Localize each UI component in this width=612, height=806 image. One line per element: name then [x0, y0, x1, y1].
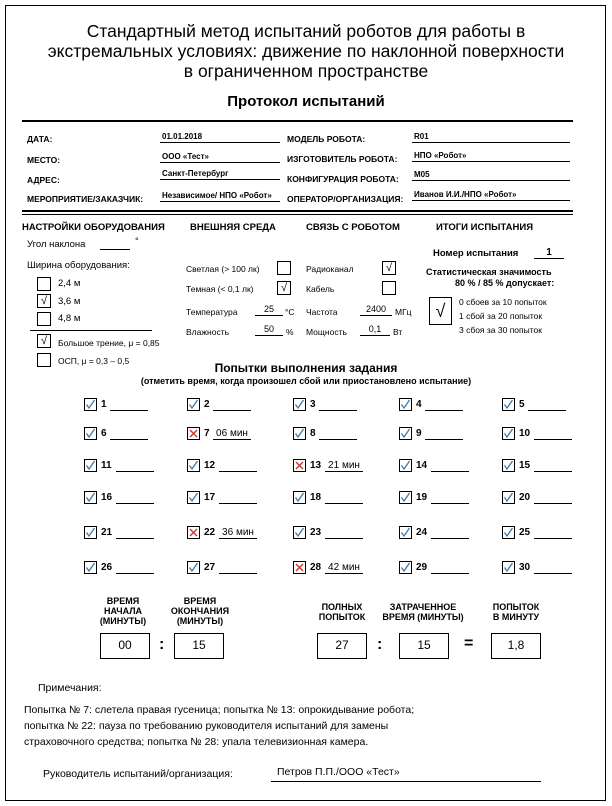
place-field[interactable]: ООО «Тест»: [160, 151, 280, 163]
attempt-21-time-field[interactable]: [116, 527, 154, 539]
check-mark-icon: [294, 428, 305, 439]
attempt-7-checkbox[interactable]: [187, 427, 200, 440]
spent-time-field[interactable]: 15: [399, 633, 449, 659]
model-field[interactable]: R01: [412, 131, 570, 143]
attempt-23-time-field[interactable]: [325, 527, 363, 539]
model-label: МОДЕЛЬ РОБОТА:: [287, 134, 366, 144]
time-colon: :: [159, 636, 165, 653]
attempt-14-checkbox[interactable]: [399, 459, 412, 472]
significance-option-2: 1 сбой за 20 попыток: [459, 311, 543, 321]
attempt-24-number: 24: [416, 527, 428, 538]
header-bottom-rule-2: [22, 214, 573, 215]
significance-line-1: Статистическая значимость: [426, 267, 552, 277]
start-time-field[interactable]: 00: [100, 633, 150, 659]
attempt-18-checkbox[interactable]: [293, 491, 306, 504]
radio-checkbox[interactable]: √: [382, 261, 396, 275]
check-mark-icon: [400, 460, 411, 471]
high-friction-checkbox[interactable]: √: [37, 334, 51, 348]
equipment-divider: [30, 330, 152, 331]
check-mark-icon: [503, 562, 514, 573]
notes-line-2: попытка № 22: пауза по требованию руководителя испытаний для замены: [24, 720, 389, 732]
humidity-field[interactable]: 50: [255, 324, 283, 336]
check-mark-icon: [400, 399, 411, 410]
maker-field[interactable]: НПО «Робот»: [412, 150, 570, 162]
significance-checkbox[interactable]: √: [429, 297, 452, 325]
attempt-16-checkbox[interactable]: [84, 491, 97, 504]
attempt-11-number: 11: [101, 460, 112, 471]
attempt-24-time-field[interactable]: [431, 527, 469, 539]
check-mark-icon: [85, 492, 96, 503]
width-label: Ширина оборудования:: [27, 260, 130, 271]
title-line-3: в ограниченном пространстве: [183, 61, 429, 81]
address-label: АДРЕС:: [27, 175, 60, 185]
attempt-4-checkbox[interactable]: [399, 398, 412, 411]
attempt-2-checkbox[interactable]: [187, 398, 200, 411]
attempt-19-number: 19: [416, 492, 428, 503]
attempt-17-number: 17: [204, 492, 216, 503]
attempt-29-number: 29: [416, 562, 428, 573]
header-top-rule: [22, 120, 573, 122]
osb-label: ОСП, μ = 0,3 – 0,5: [58, 356, 130, 366]
attempt-5-number: 5: [519, 399, 525, 410]
attempt-8-checkbox[interactable]: [293, 427, 306, 440]
check-mark-icon: [294, 492, 305, 503]
attempt-3-time-field[interactable]: [319, 399, 357, 411]
attempt-14-number: 14: [416, 460, 428, 471]
fail-cross-icon: [188, 527, 199, 538]
width-2-4-checkbox[interactable]: [37, 277, 51, 291]
light-checkbox[interactable]: [277, 261, 291, 275]
significance-line-2: 80 % / 85 % допускает:: [455, 278, 555, 288]
full-attempts-label: ПОЛНЫХ ПОПЫТОК: [318, 602, 366, 622]
attempt-25-number: 25: [519, 527, 531, 538]
signature-field[interactable]: Петров П.П./ООО «Тест»: [271, 766, 541, 782]
check-mark-icon: [400, 492, 411, 503]
check-mark-icon: [188, 562, 199, 573]
check-mark-icon: [85, 460, 96, 471]
check-mark-icon: [188, 460, 199, 471]
humidity-label: Влажность: [186, 327, 230, 337]
attempt-5-checkbox[interactable]: [502, 398, 515, 411]
results-heading: ИТОГИ ИСПЫТАНИЯ: [436, 222, 534, 233]
attempt-21-number: 21: [101, 527, 113, 538]
environment-heading: ВНЕШНЯЯ СРЕДА: [190, 222, 276, 233]
attempt-6-number: 6: [101, 428, 107, 439]
attempt-21-checkbox[interactable]: [84, 526, 97, 539]
maker-label: ИЗГОТОВИТЕЛЬ РОБОТА:: [287, 154, 398, 164]
dark-label: Темная (< 0,1 лк): [186, 284, 254, 294]
attempt-20-checkbox[interactable]: [502, 491, 515, 504]
fail-cross-icon: [188, 428, 199, 439]
attempt-28-number: 28: [310, 562, 322, 573]
angle-field[interactable]: [100, 238, 130, 250]
check-mark-icon: [294, 399, 305, 410]
humidity-unit: %: [286, 327, 294, 337]
notes-heading: Примечания:: [38, 682, 102, 694]
config-label: КОНФИГУРАЦИЯ РОБОТА:: [287, 174, 399, 184]
frequency-label: Частота: [306, 307, 338, 317]
light-label: Светлая (> 100 лк): [186, 264, 260, 274]
attempt-11-checkbox[interactable]: [84, 459, 97, 472]
rate-colon: :: [377, 636, 383, 653]
significance-option-1: 0 сбоев за 10 попыток: [459, 297, 547, 307]
operator-label: ОПЕРАТОР/ОРГАНИЗАЦИЯ:: [287, 194, 404, 204]
temperature-unit: °C: [285, 307, 295, 317]
attempt-27-checkbox[interactable]: [187, 561, 200, 574]
attempt-10-checkbox[interactable]: [502, 427, 515, 440]
attempt-6-time-field[interactable]: [110, 428, 148, 440]
check-mark-icon: [85, 428, 96, 439]
dark-checkbox[interactable]: √: [277, 281, 291, 295]
check-mark-icon: [85, 399, 96, 410]
fail-cross-icon: [294, 460, 305, 471]
width-3-6-checkbox[interactable]: √: [37, 294, 51, 308]
date-label: ДАТА:: [27, 134, 53, 144]
attempt-6-checkbox[interactable]: [84, 427, 97, 440]
attempt-24-checkbox[interactable]: [399, 526, 412, 539]
attempt-27-number: 27: [204, 562, 216, 573]
attempt-13-number: 13: [310, 460, 322, 471]
rate-field[interactable]: 1,8: [491, 633, 541, 659]
attempt-12-checkbox[interactable]: [187, 459, 200, 472]
notes-line-3: страховочного средства; попытка № 28: упала телевизионная камера.: [24, 736, 369, 748]
attempt-26-checkbox[interactable]: [84, 561, 97, 574]
attempt-4-number: 4: [416, 399, 422, 410]
power-label: Мощность: [306, 327, 347, 337]
test-number-field[interactable]: 1: [534, 247, 564, 259]
attempt-12-time-field[interactable]: [219, 460, 257, 472]
full-attempts-field[interactable]: 27: [317, 633, 367, 659]
attempt-30-number: 30: [519, 562, 531, 573]
equipment-heading: НАСТРОЙКИ ОБОРУДОВАНИЯ: [22, 222, 165, 233]
date-field[interactable]: 01.01.2018: [160, 131, 280, 143]
attempt-16-number: 16: [101, 492, 113, 503]
rate-label: ПОПЫТОК В МИНУТУ: [492, 602, 540, 622]
attempt-28-time-field[interactable]: 42 мин: [325, 562, 363, 574]
cable-checkbox[interactable]: [382, 281, 396, 295]
attempt-2-number: 2: [204, 399, 210, 410]
width-4-8-checkbox[interactable]: [37, 312, 51, 326]
check-mark-icon: [85, 527, 96, 538]
attempt-20-time-field[interactable]: [534, 492, 572, 504]
attempt-19-checkbox[interactable]: [399, 491, 412, 504]
power-field[interactable]: 0,1: [360, 324, 390, 336]
protocol-title: Протокол испытаний: [227, 93, 385, 110]
comms-heading: СВЯЗЬ С РОБОТОМ: [306, 222, 400, 233]
title-line-1: Стандартный метод испытаний роботов для работы в: [86, 21, 526, 41]
attempt-9-time-field[interactable]: [425, 428, 463, 440]
frequency-unit: МГц: [395, 307, 412, 317]
width-3-6-label: 3,6 м: [58, 296, 81, 307]
attempt-8-number: 8: [310, 428, 316, 439]
attempt-16-time-field[interactable]: [116, 492, 154, 504]
attempt-11-time-field[interactable]: [116, 460, 154, 472]
operator-field[interactable]: Иванов И.И./НПО «Робот»: [412, 189, 570, 201]
attempt-23-number: 23: [310, 527, 322, 538]
attempt-9-checkbox[interactable]: [399, 427, 412, 440]
check-mark-icon: [503, 460, 514, 471]
attempt-7-number: 7: [204, 428, 210, 439]
attempt-13-checkbox[interactable]: [293, 459, 306, 472]
attempt-14-time-field[interactable]: [431, 460, 469, 472]
end-time-field[interactable]: 15: [174, 633, 224, 659]
attempt-30-checkbox[interactable]: [502, 561, 515, 574]
address-field[interactable]: Санкт-Петербург: [160, 168, 280, 180]
attempt-13-time-field[interactable]: 21 мин: [325, 460, 363, 472]
attempt-1-checkbox[interactable]: [84, 398, 97, 411]
attempt-2-time-field[interactable]: [213, 399, 251, 411]
title-line-2: экстремальных условиях: движение по наклонной поверхности: [47, 41, 565, 61]
attempt-15-checkbox[interactable]: [502, 459, 515, 472]
check-mark-icon: [85, 562, 96, 573]
attempt-5-time-field[interactable]: [528, 399, 566, 411]
significance-option-3: 3 сбоя за 30 попыток: [459, 325, 542, 335]
attempt-22-number: 22: [204, 527, 216, 538]
check-mark-icon: [188, 399, 199, 410]
check-mark-icon: [400, 527, 411, 538]
event-label: МЕРОПРИЯТИЕ/ЗАКАЗЧИК:: [27, 194, 144, 204]
event-field[interactable]: Независимое/ НПО «Робот»: [160, 190, 280, 202]
check-mark-icon: [503, 428, 514, 439]
config-field[interactable]: M05: [412, 169, 570, 181]
end-time-label: ВРЕМЯ ОКОНЧАНИЯ (МИНУТЫ): [170, 596, 230, 626]
attempt-28-checkbox[interactable]: [293, 561, 306, 574]
attempt-4-time-field[interactable]: [425, 399, 463, 411]
frequency-field[interactable]: 2400: [360, 304, 392, 316]
attempt-29-time-field[interactable]: [431, 562, 469, 574]
attempt-25-checkbox[interactable]: [502, 526, 515, 539]
header-bottom-rule-1: [22, 210, 573, 212]
attempt-3-number: 3: [310, 399, 316, 410]
attempt-12-number: 12: [204, 460, 216, 471]
attempt-7-time-field[interactable]: 06 мин: [213, 428, 251, 440]
attempt-22-time-field[interactable]: 36 мин: [219, 527, 257, 539]
check-mark-icon: [294, 527, 305, 538]
attempt-26-time-field[interactable]: [116, 562, 154, 574]
radio-label: Радиоканал: [306, 264, 354, 274]
high-friction-label: Большое трение, μ = 0,85: [58, 338, 160, 348]
fail-cross-icon: [294, 562, 305, 573]
attempt-10-time-field[interactable]: [534, 428, 572, 440]
width-2-4-label: 2,4 м: [58, 278, 81, 289]
attempt-10-number: 10: [519, 428, 531, 439]
attempt-15-number: 15: [519, 460, 531, 471]
start-time-label: ВРЕМЯ НАЧАЛА (МИНУТЫ): [99, 596, 147, 626]
attempt-1-time-field[interactable]: [110, 399, 148, 411]
test-number-label: Номер испытания: [433, 248, 519, 259]
power-unit: Вт: [393, 327, 403, 337]
attempt-17-time-field[interactable]: [219, 492, 257, 504]
attempt-25-time-field[interactable]: [534, 527, 572, 539]
attempt-9-number: 9: [416, 428, 422, 439]
temperature-field[interactable]: 25: [255, 304, 283, 316]
attempt-19-time-field[interactable]: [431, 492, 469, 504]
notes-line-1: Попытка № 7: слетела правая гусеница; попытка № 13: опрокидывание робота;: [24, 704, 415, 716]
angle-unit: °: [135, 236, 139, 247]
attempt-18-time-field[interactable]: [325, 492, 363, 504]
attempt-8-time-field[interactable]: [319, 428, 357, 440]
place-label: МЕСТО:: [27, 155, 61, 165]
attempt-23-checkbox[interactable]: [293, 526, 306, 539]
attempt-15-time-field[interactable]: [534, 460, 572, 472]
attempt-18-number: 18: [310, 492, 322, 503]
attempt-30-time-field[interactable]: [534, 562, 572, 574]
attempts-heading: Попытки выполнения задания: [214, 361, 398, 375]
cable-label: Кабель: [306, 284, 335, 294]
check-mark-icon: [400, 562, 411, 573]
check-mark-icon: [188, 492, 199, 503]
spent-time-label: ЗАТРАЧЕННОЕ ВРЕМЯ (МИНУТЫ): [382, 602, 464, 622]
attempt-17-checkbox[interactable]: [187, 491, 200, 504]
attempt-3-checkbox[interactable]: [293, 398, 306, 411]
attempt-22-checkbox[interactable]: [187, 526, 200, 539]
check-mark-icon: [503, 492, 514, 503]
attempt-20-number: 20: [519, 492, 531, 503]
signature-label: Руководитель испытаний/организация:: [43, 768, 233, 780]
width-4-8-label: 4,8 м: [58, 313, 81, 324]
attempt-26-number: 26: [101, 562, 113, 573]
attempt-27-time-field[interactable]: [219, 562, 257, 574]
attempts-subheading: (отметить время, когда произошел сбой или приостановлено испытание): [140, 376, 472, 386]
temperature-label: Температура: [186, 307, 238, 317]
equals-sign: =: [464, 635, 474, 652]
angle-label: Угол наклона: [27, 239, 86, 250]
check-mark-icon: [503, 399, 514, 410]
check-mark-icon: [400, 428, 411, 439]
attempt-29-checkbox[interactable]: [399, 561, 412, 574]
attempt-1-number: 1: [101, 399, 107, 410]
check-mark-icon: [503, 527, 514, 538]
